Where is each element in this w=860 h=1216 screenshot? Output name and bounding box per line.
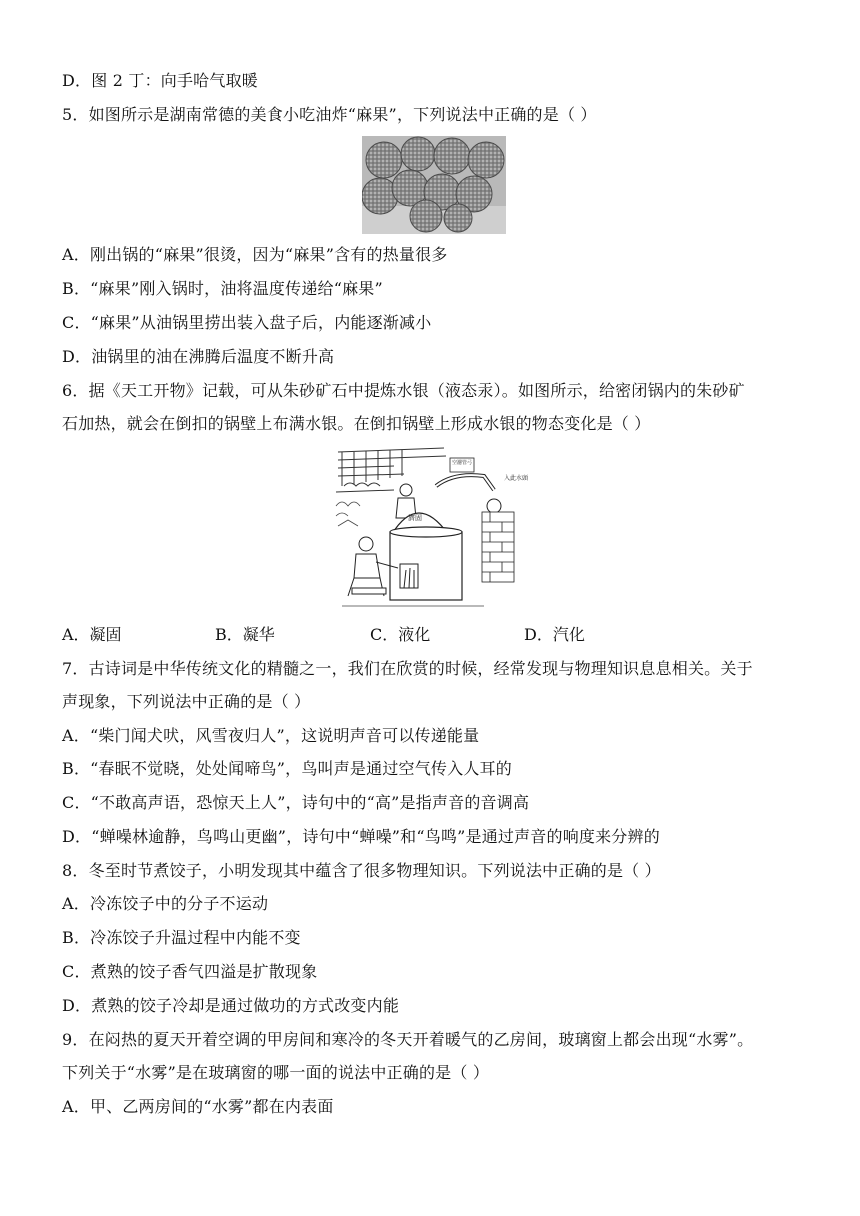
q7-option-b: B．“春眠不觉晓，处处闻啼鸟”，鸟叫声是通过空气传入人耳的 (62, 759, 512, 778)
mago-photo (362, 136, 506, 234)
mago-photo-image (362, 136, 506, 234)
q8-stem: 8．冬至时节煮饺子，小明发现其中蕴含了很多物理知识。下列说法中正确的是（ ） (62, 861, 661, 880)
q9-stem-line-1: 9．在闷热的夏天开着空调的甲房间和寒冷的冬天开着暖气的乙房间，玻璃窗上都会出现“水雾”。 (62, 1030, 754, 1049)
q5-option-d: D．油锅里的油在沸腾后温度不断升高 (62, 347, 335, 366)
q4-option-d: D．图 2 丁：向手哈气取暖 (62, 71, 258, 90)
q6-option-b: B．凝华 (215, 625, 275, 644)
water-label: 入此水頭 (504, 475, 529, 482)
pot-label: 濟固 (408, 514, 422, 522)
q5-option-c: C．“麻果”从油锅里捞出装入盘子后，内能逐渐减小 (62, 313, 432, 332)
q5-stem: 5．如图所示是湖南常德的美食小吃油炸“麻果”，下列说法中正确的是（ ） (62, 105, 597, 124)
q6-option-a: A．凝固 (62, 625, 122, 644)
q8-option-c: C．煮熟的饺子香气四溢是扩散现象 (62, 962, 318, 981)
q8-option-b: B．冷冻饺子升温过程中内能不变 (62, 928, 301, 947)
q6-stem-line-1: 6．据《天工开物》记载，可从朱砂矿石中提炼水银（液态汞）。如图所示，给密闭锅内的朱砂矿 (62, 381, 745, 400)
pipe-label: 空濾管弓 (452, 460, 473, 466)
q6-stem-line-2: 石加热，就会在倒扣的锅壁上布满水银。在倒扣锅壁上形成水银的物态变化是（ ） (62, 414, 651, 433)
q7-option-d: D．“蝉噪林逾静，鸟鸣山更幽”，诗句中“蝉噪”和“鸟鸣”是通过声音的响度来分辨的 (62, 827, 660, 846)
q7-option-c: C．“不敢高声语，恐惊天上人”，诗句中的“高”是指声音的音调高 (62, 793, 530, 812)
q8-option-d: D．煮熟的饺子冷却是通过做功的方式改变内能 (62, 996, 400, 1015)
q5-option-b: B．“麻果”刚入锅时，油将温度传递给“麻果” (62, 279, 383, 298)
q9-option-a: A．甲、乙两房间的“水雾”都在内表面 (62, 1097, 334, 1116)
q6-option-d: D．汽化 (524, 625, 585, 644)
distillation-illustration-image (334, 446, 532, 614)
distillation-illustration (334, 446, 532, 614)
q9-stem-line-2: 下列关于“水雾”是在玻璃窗的哪一面的说法中正确的是（ ） (62, 1063, 490, 1082)
q6-option-c: C．液化 (370, 625, 431, 644)
q7-stem-line-2: 声现象，下列说法中正确的是（ ） (62, 692, 311, 711)
q7-stem-line-1: 7．古诗词是中华传统文化的精髓之一，我们在欣赏的时候，经常发现与物理知识息息相关。关于 (62, 659, 753, 678)
q5-option-a: A．刚出锅的“麻果”很烫，因为“麻果”含有的热量很多 (62, 245, 448, 264)
q7-option-a: A．“柴门闻犬吠，风雪夜归人”，这说明声音可以传递能量 (62, 726, 480, 745)
q8-option-a: A．冷冻饺子中的分子不运动 (62, 894, 269, 913)
